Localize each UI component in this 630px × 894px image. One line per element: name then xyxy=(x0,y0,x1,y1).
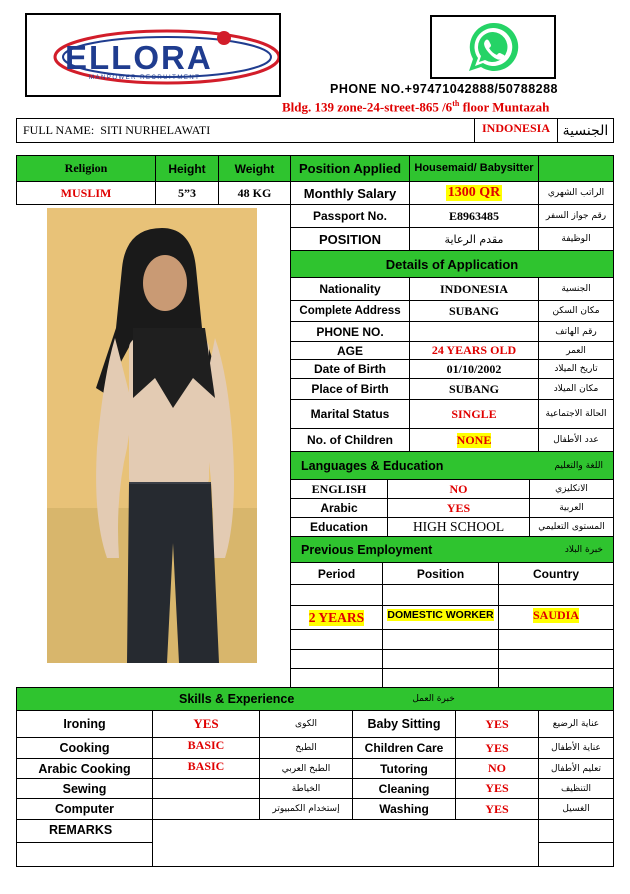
employment-header-position: Position xyxy=(382,562,499,585)
passport-label: Passport No. xyxy=(290,204,410,228)
position-label: POSITION xyxy=(290,227,410,251)
skill-ar: الطبخ العربي xyxy=(259,758,353,779)
employment-position-cell xyxy=(382,605,499,630)
skills-title: Skills & Experience xyxy=(179,692,295,706)
employment-period: 2 YEARS xyxy=(308,609,365,625)
religion-value: MUSLIM xyxy=(16,181,156,205)
full-name-cell xyxy=(16,118,475,143)
detail-label: AGE xyxy=(290,341,410,360)
detail-value: SUBANG xyxy=(409,300,539,322)
detail-ar: تاريخ الميلاد xyxy=(538,359,614,379)
detail-label: Marital Status xyxy=(290,399,410,429)
skill-label: Cleaning xyxy=(352,778,456,799)
employment-title-cell xyxy=(290,536,614,563)
skill-label: Sewing xyxy=(16,778,153,799)
employment-period-cell xyxy=(290,605,383,630)
skill-label: Arabic Cooking xyxy=(16,758,153,779)
skills-title-ar: خبرة العمل xyxy=(412,694,455,704)
salary-ar: الراتب الشهري xyxy=(538,181,614,205)
language-value: NO xyxy=(387,479,530,499)
position-applied-value: Housemaid/ Babysitter xyxy=(409,155,539,182)
detail-label: No. of Children xyxy=(290,428,410,452)
skill-value: YES xyxy=(455,710,539,738)
skill-label: Children Care xyxy=(352,737,456,759)
employment-empty-cell xyxy=(290,649,383,669)
position-value: مقدم الرعاية xyxy=(409,227,539,251)
weight-header: Weight xyxy=(218,155,291,182)
employment-empty-cell xyxy=(290,668,383,688)
employment-empty-cell xyxy=(498,649,614,669)
employment-header-period: Period xyxy=(290,562,383,585)
detail-value: SINGLE xyxy=(409,399,539,429)
top-header-blank xyxy=(538,155,614,182)
skill-ar: تعليم الأطفال xyxy=(538,758,614,779)
language-ar: الانكليزي xyxy=(529,479,614,499)
language-ar: العربية xyxy=(529,498,614,518)
logo-tagline: MANPOWER RECRUITMENT xyxy=(89,75,201,81)
detail-ar: مكان السكن xyxy=(538,300,614,322)
skill-value xyxy=(152,798,260,820)
skill-ar: عناية الرضيع xyxy=(538,710,614,738)
salary-value-cell xyxy=(409,181,539,205)
detail-label: Nationality xyxy=(290,277,410,301)
skill-value: YES xyxy=(455,737,539,759)
phone-number: PHONE NO.+97471042888/50788288 xyxy=(330,82,559,96)
employment-empty-cell xyxy=(382,649,499,669)
skill-ar: الغسيل xyxy=(538,798,614,820)
detail-ar: الحالة الاجتماعية xyxy=(538,399,614,429)
weight-value: 48 KG xyxy=(218,181,291,205)
employment-position: DOMESTIC WORKER xyxy=(387,609,494,621)
skill-label: Tutoring xyxy=(352,758,456,779)
employment-header-country: Country xyxy=(498,562,614,585)
employment-empty-cell xyxy=(498,584,614,606)
remarks-content xyxy=(152,819,539,867)
address-end: floor Muntazah xyxy=(459,99,550,115)
skills-title-cell xyxy=(16,687,614,711)
languages-title-cell xyxy=(290,451,614,480)
detail-value: NONE xyxy=(456,432,492,447)
detail-value: 24 YEARS OLD xyxy=(409,341,539,360)
detail-ar: العمر xyxy=(538,341,614,360)
skill-ar: الطبخ xyxy=(259,737,353,759)
languages-title-ar: اللغة والتعليم xyxy=(554,460,603,471)
name-nationality-ar: الجنسية xyxy=(557,118,614,143)
remarks-blank xyxy=(16,842,153,867)
skill-label: Computer xyxy=(16,798,153,820)
skill-label: Ironing xyxy=(16,710,153,738)
detail-value-cell xyxy=(409,428,539,452)
remarks-side xyxy=(538,819,614,843)
office-address xyxy=(282,99,549,115)
skill-ar: عناية الأطفال xyxy=(538,737,614,759)
detail-label: PHONE NO. xyxy=(290,321,410,342)
employment-empty-cell xyxy=(290,629,383,650)
full-name-label: FULL NAME: xyxy=(23,123,95,137)
skill-value: YES xyxy=(455,798,539,820)
address-main: Bldg. 139 zone-24-street-865 /6 xyxy=(282,99,453,115)
remarks-side xyxy=(538,842,614,867)
skill-value xyxy=(152,778,260,799)
ellora-logo-graphic xyxy=(27,15,279,95)
position-applied-header: Position Applied xyxy=(290,155,410,182)
employment-empty-cell xyxy=(498,668,614,688)
skill-ar: إستخدام الكمبيوتر xyxy=(259,798,353,820)
salary-value: 1300 QR xyxy=(447,185,501,200)
detail-label: Date of Birth xyxy=(290,359,410,379)
detail-ar: رقم الهاتف xyxy=(538,321,614,342)
language-label: Arabic xyxy=(290,498,388,518)
skill-value: YES xyxy=(455,778,539,799)
salary-label: Monthly Salary xyxy=(290,181,410,205)
employment-country-cell xyxy=(498,605,614,630)
employment-empty-cell xyxy=(382,584,499,606)
detail-ar: الجنسية xyxy=(538,277,614,301)
whatsapp-icon xyxy=(432,17,554,77)
employment-empty-cell xyxy=(382,668,499,688)
skill-value: BASIC xyxy=(152,758,260,779)
passport-value: E8963485 xyxy=(409,204,539,228)
skill-value: NO xyxy=(455,758,539,779)
skill-ar: الكوى xyxy=(259,710,353,738)
position-ar: الوظيفة xyxy=(538,227,614,251)
full-name-value: SITI NURHELAWATI xyxy=(100,123,211,137)
candidate-photo xyxy=(47,208,257,663)
address-sup: th xyxy=(452,99,460,108)
education-value: HIGH SCHOOL xyxy=(387,517,530,537)
logo-text: ELLORA xyxy=(65,39,213,76)
height-header: Height xyxy=(155,155,219,182)
company-logo xyxy=(25,13,281,97)
education-label: Education xyxy=(290,517,388,537)
skill-label: Washing xyxy=(352,798,456,820)
language-value: YES xyxy=(387,498,530,518)
name-nationality: INDONESIA xyxy=(474,118,558,143)
remarks-label: REMARKS xyxy=(16,819,153,843)
detail-value: INDONESIA xyxy=(409,277,539,301)
detail-value xyxy=(409,321,539,342)
skill-label: Cooking xyxy=(16,737,153,759)
employment-title: Previous Employment xyxy=(301,542,433,557)
height-value: 5”3 xyxy=(155,181,219,205)
employment-country: SAUDIA xyxy=(532,608,579,622)
languages-title: Languages & Education xyxy=(301,458,444,473)
skill-label: Baby Sitting xyxy=(352,710,456,738)
detail-ar: عدد الأطفال xyxy=(538,428,614,452)
detail-label: Complete Address xyxy=(290,300,410,322)
detail-value: 01/10/2002 xyxy=(409,359,539,379)
religion-header: Religion xyxy=(16,155,156,182)
skill-ar: التنظيف xyxy=(538,778,614,799)
education-ar: المستوى التعليمي xyxy=(529,517,614,537)
detail-ar: مكان الميلاد xyxy=(538,378,614,400)
detail-label: Place of Birth xyxy=(290,378,410,400)
whatsapp-logo xyxy=(430,15,556,79)
employment-empty-cell xyxy=(498,629,614,650)
details-title: Details of Application xyxy=(290,250,614,278)
passport-ar: رقم جواز السفر xyxy=(538,204,614,228)
skill-value: YES xyxy=(152,710,260,738)
employment-empty-cell xyxy=(382,629,499,650)
employment-title-ar: خبرة البلاد xyxy=(564,544,603,555)
detail-value: SUBANG xyxy=(409,378,539,400)
skill-ar: الخياطة xyxy=(259,778,353,799)
skill-value: BASIC xyxy=(152,737,260,759)
employment-empty-cell xyxy=(290,584,383,606)
language-label: ENGLISH xyxy=(290,479,388,499)
